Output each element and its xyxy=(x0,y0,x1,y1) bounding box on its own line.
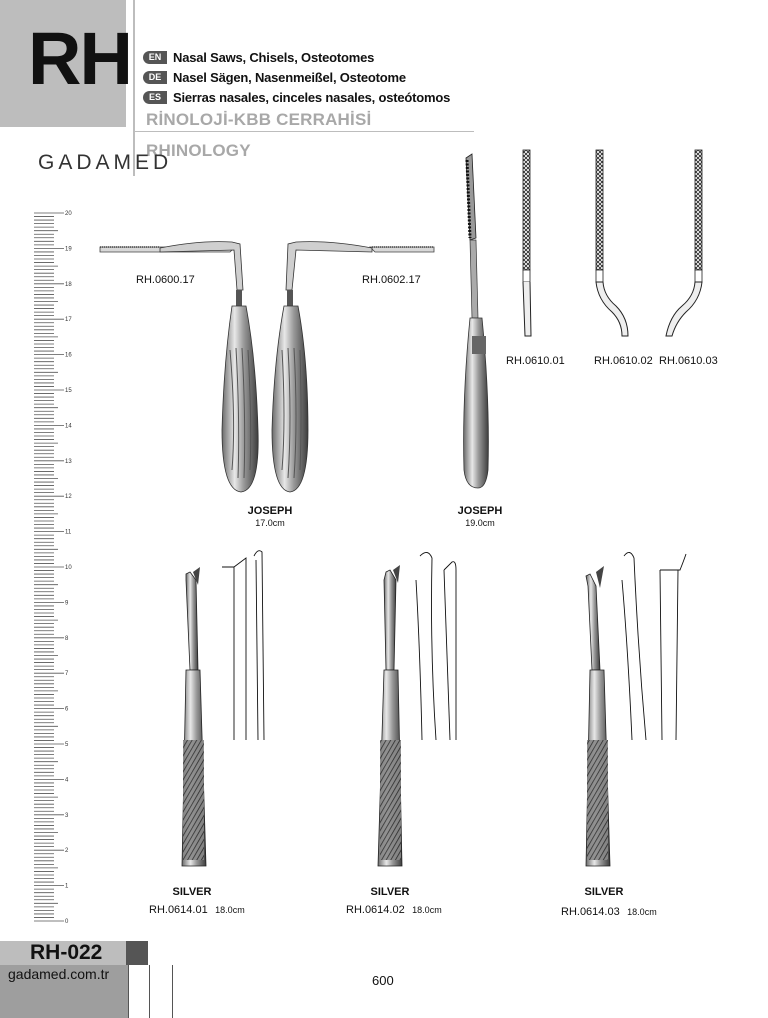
lang-badge-es: ES xyxy=(143,91,167,104)
page-number: 600 xyxy=(372,973,394,988)
ruler-label: 19 xyxy=(65,246,72,253)
silver-1-size: 18.0cm xyxy=(215,905,245,915)
joseph-saw-brand: JOSEPH xyxy=(247,505,293,517)
ruler-label: 16 xyxy=(65,352,72,359)
ruler-label: 3 xyxy=(65,812,69,819)
lang-badge-de: DE xyxy=(143,71,167,84)
ruler-label: 18 xyxy=(65,281,72,288)
chisel-02-illustration xyxy=(596,150,628,336)
ruler-label: 7 xyxy=(65,671,69,678)
silver-3-code: RH.0614.03 xyxy=(561,906,620,918)
website-link[interactable]: gadamed.com.tr xyxy=(8,966,110,982)
ruler-label: 17 xyxy=(65,317,72,324)
silver-2-caption xyxy=(346,900,442,918)
ruler-label: 2 xyxy=(65,848,69,855)
ruler-label: 4 xyxy=(65,777,69,784)
section-code: RH xyxy=(28,17,131,100)
footer-outline-block xyxy=(150,965,173,1018)
silver-osteotome-1-illustration xyxy=(182,551,264,866)
ruler-label: 12 xyxy=(65,494,72,501)
chisel-01-code: RH.0610.01 xyxy=(506,355,565,367)
ruler-label: 11 xyxy=(65,529,72,536)
footer-dark-block xyxy=(126,941,148,965)
lang-text-en: Nasal Saws, Chisels, Osteotomes xyxy=(173,49,375,65)
lang-text-es: Sierras nasales, cinceles nasales, osteótomos xyxy=(173,89,451,105)
chisel-02-code: RH.0610.02 xyxy=(594,355,653,367)
category-title-tr: RİNOLOJİ-KBB CERRAHİSİ xyxy=(146,110,372,129)
ruler-label: 20 xyxy=(65,211,72,217)
silver-osteotome-3-illustration xyxy=(586,552,686,866)
silver-3-brand: SILVER xyxy=(584,886,624,898)
joseph-rasp-size: 19.0cm xyxy=(465,518,495,528)
category-title-en: RHINOLOGY xyxy=(146,141,251,160)
saw-left-code: RH.0600.17 xyxy=(136,274,195,286)
footer-white-block xyxy=(128,965,150,1018)
silver-osteotome-2-illustration xyxy=(378,552,456,866)
silver-1-code: RH.0614.01 xyxy=(149,904,208,916)
ruler-label: 8 xyxy=(65,635,69,642)
ruler-label: 1 xyxy=(65,883,69,890)
silver-2-code: RH.0614.02 xyxy=(346,904,405,916)
chisel-01-illustration xyxy=(523,150,531,336)
silver-1-caption xyxy=(149,900,245,918)
ruler-label: 6 xyxy=(65,706,69,713)
ruler-label: 0 xyxy=(65,919,69,925)
chisel-03-code: RH.0610.03 xyxy=(659,355,718,367)
joseph-saw-size: 17.0cm xyxy=(255,518,285,528)
ruler-label: 10 xyxy=(65,565,72,571)
silver-2-brand: SILVER xyxy=(370,886,410,898)
ruler-label: 5 xyxy=(65,742,69,748)
lang-text-de: Nasel Sägen, Nasenmeißel, Osteotome xyxy=(173,69,406,85)
joseph-rasp-illustration xyxy=(464,154,489,488)
brand-logo: GADAMED xyxy=(38,151,173,174)
ruler-label: 9 xyxy=(65,600,69,607)
ruler-label: 14 xyxy=(65,423,72,430)
ruler-label: 13 xyxy=(65,458,72,465)
silver-2-size: 18.0cm xyxy=(412,905,442,915)
ruler-label: 15 xyxy=(65,388,72,394)
silver-3-size: 18.0cm xyxy=(627,907,657,917)
chisel-03-illustration xyxy=(666,150,702,336)
silver-1-brand: SILVER xyxy=(172,886,212,898)
lang-badge-en: EN xyxy=(143,51,167,64)
saw-right-code: RH.0602.17 xyxy=(362,274,421,286)
silver-3-caption xyxy=(561,902,657,920)
page-code: RH-022 xyxy=(30,941,103,964)
joseph-rasp-brand: JOSEPH xyxy=(457,505,503,517)
